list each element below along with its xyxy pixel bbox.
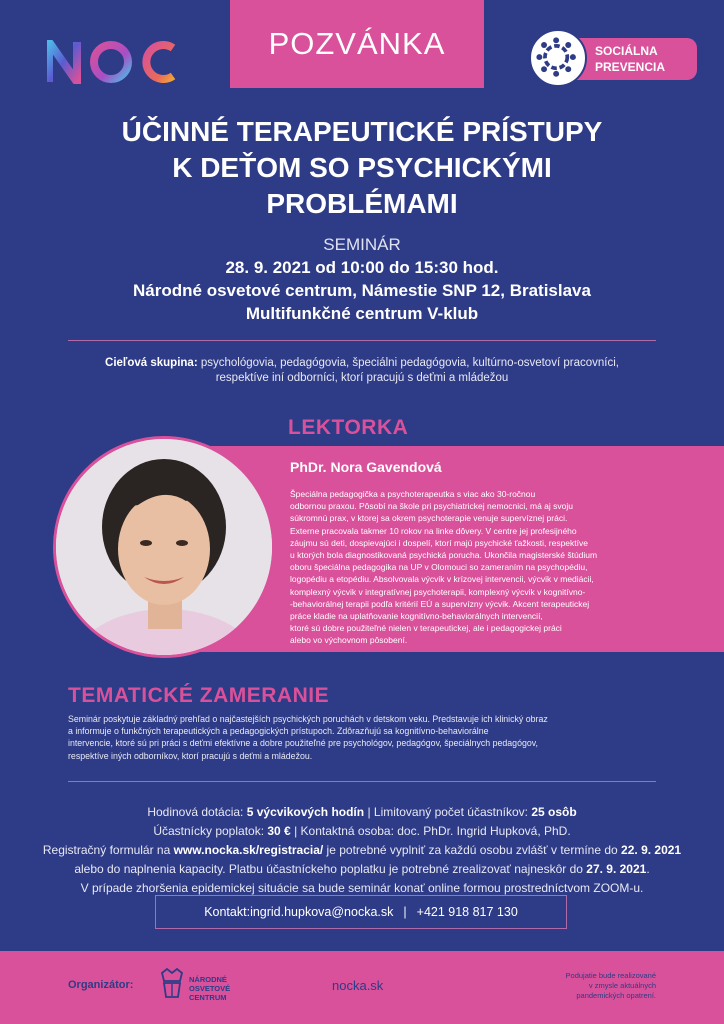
contact-phone[interactable]: +421 918 817 130: [416, 905, 518, 919]
pandemic-note: Podujatie bude realizované v zmysle aktuálnych pandemických opatrení.: [565, 971, 656, 1000]
seminar-place: Národné osvetové centrum, Námestie SNP 12, Bratislava: [133, 281, 591, 300]
lector-name: PhDr. Nora Gavendová: [290, 459, 442, 475]
noc-logo: [47, 40, 179, 84]
seminar-venue: Multifunkčné centrum V-klub: [245, 304, 479, 323]
contact-box: Kontakt: ingrid.hupkova@nocka.sk | +421 918 817 130: [155, 895, 567, 929]
website-link[interactable]: nocka.sk: [332, 978, 384, 993]
noc-crown-icon: [160, 967, 184, 999]
divider: [68, 781, 656, 782]
topic-section-title: TEMATICKÉ ZAMERANIE: [68, 684, 330, 707]
seminar-label: SEMINÁR: [323, 235, 401, 254]
seminar-info: [0, 233, 724, 325]
people-circle-icon: [529, 29, 587, 87]
event-details: Hodinová dotácia: 5 výcvikových hodín | Limitovaný počet účastníkov: 25 osôb Účastnícky poplatok: 30 € | Kontaktná osoba: doc. PhDr. Ingrid Hupková, PhD. Registračný formulár na www.nocka.sk/registracia/ je potrebné vyplniť za každú osobu zvlášť v termíne do 22. 9. 2021 alebo do naplnenia kapacity. Platbu účastníckeho poplatku je potrebné zrealizovať najneskôr do 27. 9. 2021. V prípade zhoršenia epidemickej situácie sa bude seminár konať online formou prostredníctvom ZOOM-u.: [42, 805, 682, 895]
registration-link[interactable]: www.nocka.sk/registracia/: [173, 843, 324, 857]
footer: [0, 951, 724, 1024]
invitation-label: POZVÁNKA: [230, 0, 484, 88]
lector-photo: [53, 436, 275, 658]
page-title: ÚČINNÉ TERAPEUTICKÉ PRÍSTUPY K DEŤOM SO PSYCHICKÝMI PROBLÉMAMI: [121, 116, 603, 219]
seminar-date: 28. 9. 2021 od 10:00 do 15:30 hod.: [225, 258, 499, 277]
organizer-name: NÁRODNÉ OSVETOVÉ CENTRUM: [189, 975, 231, 1002]
social-prevention-logo: [529, 29, 697, 89]
organizer-label: Organizátor:: [68, 979, 134, 991]
lector-bio: Špeciálna pedagogička a psychoterapeutka s viac ako 30-ročnou odbornou praxou. Pôsobí na škole pri psychiatrickej nemocnici, má aj svoju súkromnú prax, v ktorej sa okrem psychoterapie venuje supervíznej práci. Externe pracovala takmer 10 rokov na linke dôvery. V centre jej profesijného záujmu sú deti, dospievajúci i dospelí, ktorí majú psychické ťažkosti, respektíve u ktorých bola diagnostikovaná psychická porucha. Ukončila magisterské štúdium oboru špeciálna pedagogika na UP v Olomouci so zameraním na psychopédiu, logopédiu a etopédiu. Absolvovala výcvik v krízovej intervencii, výcvik v mediácii, komplexný výcvik v integratívnej psychoterapii, komplexný výcvik v kognitívno- -behaviorálnej terapii podľa kritérií EÚ a supervízny výcvik. Akcent terapeutickej práce kladie na uplatňovanie kognitívno-behaviorálnych intervencií, ktoré sú dobre použiteľné nielen v terapeutickej, ale i pedagogickej práci alebo vo výchovnom pôsobení.: [290, 489, 598, 646]
target-group: Cieľová skupina: psychológovia, pedagógovia, špeciálni pedagógovia, kultúrno-osvetoví pracovníci, respektíve iní odborníci, ktorí pracujú s deťmi a mládežou: [105, 357, 619, 384]
topic-description: Seminár poskytuje základný prehľad o najčastejších psychických poruchách v detskom veku. Predstavuje ich klinický obraz a informuje o funkčných terapeutických a pedagogických prístupoch. Zdôrazňujú sa kognitívno-behaviorálne intervencie, ktoré sú pri práci s deťmi efektívne a dobre použiteľné pre psychológov, pedagógov, špeciálnych pedagógov, respektíve iných odborníkov, ktorí pracujú s deťmi a mládežou.: [68, 714, 548, 761]
contact-email[interactable]: ingrid.hupkova@nocka.sk: [250, 905, 394, 919]
lector-section-title: LEKTORKA: [288, 416, 409, 439]
divider: [68, 340, 656, 341]
social-prevention-text: SOCIÁLNA PREVENCIA: [595, 44, 666, 74]
